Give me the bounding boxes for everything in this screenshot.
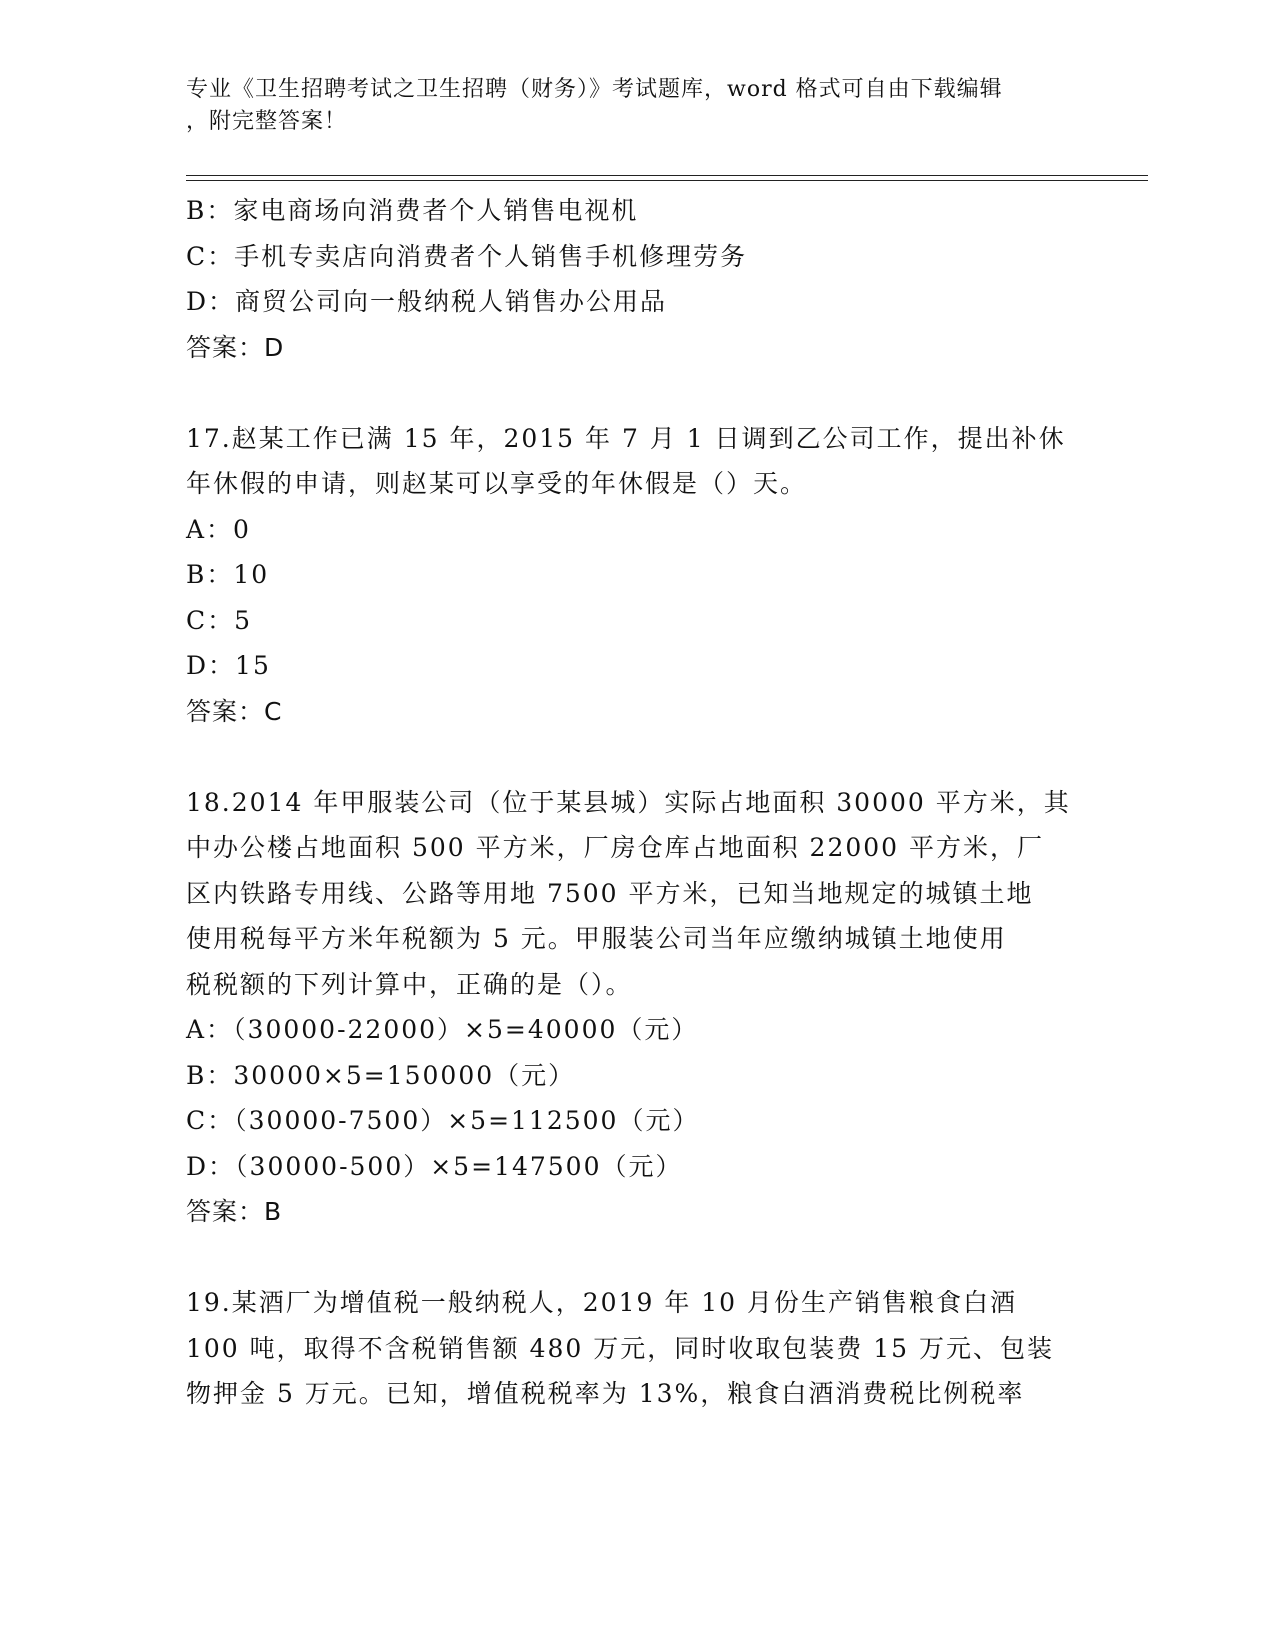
header-line-1: 专业《卫生招聘考试之卫生招聘（财务）》考试题库，word 格式可自由下载编辑 xyxy=(186,77,1003,102)
answer-line: 答案：B xyxy=(186,1197,283,1226)
question-stem-line: 物押金 5 万元。已知，增值税税率为 13%，粮食白酒消费税比例税率 xyxy=(186,1379,1025,1408)
question-stem-line: 年休假的申请，则赵某可以享受的年休假是（）天。 xyxy=(186,469,808,498)
option-c: C：手机专卖店向消费者个人销售手机修理劳务 xyxy=(186,241,748,271)
option-b: B：10 xyxy=(186,560,270,589)
question-17 xyxy=(186,416,1066,735)
question-stem-line: 使用税每平方米年税额为 5 元。甲服装公司当年应缴纳城镇土地使用 xyxy=(186,924,1007,953)
option-b: B：30000×5=150000（元） xyxy=(186,1060,576,1090)
question-stem-line: 100 吨，取得不含税销售额 480 万元，同时收取包装费 15 万元、包装 xyxy=(186,1333,1054,1363)
answer-line: 答案：D xyxy=(186,332,285,362)
question-stem-line: 17.赵某工作已满 15 年，2015 年 7 月 1 日调到乙公司工作，提出补休 xyxy=(186,423,1066,453)
option-c: C：5 xyxy=(186,605,253,635)
option-a: A：（30000-22000）×5=40000（元） xyxy=(186,1015,699,1044)
option-d: D：15 xyxy=(186,651,271,680)
spacer xyxy=(186,734,1066,780)
question-stem-line: 税税额的下列计算中，正确的是（）。 xyxy=(186,969,633,999)
document-body xyxy=(186,188,1071,1417)
option-d: D：商贸公司向一般纳税人销售办公用品 xyxy=(186,287,668,316)
header-divider-top xyxy=(186,175,1148,176)
page-header xyxy=(186,74,1086,138)
header-line-2: ，附完整答案！ xyxy=(186,109,348,134)
spacer xyxy=(186,1235,1066,1281)
prev-question xyxy=(186,188,1066,370)
answer-line: 答案：C xyxy=(186,696,283,726)
question-19 xyxy=(186,1280,1066,1417)
question-18 xyxy=(186,780,1071,1235)
spacer xyxy=(186,370,1066,416)
option-d: D：（30000-500）×5=147500（元） xyxy=(186,1151,683,1181)
question-stem-line: 18.2014 年甲服装公司（位于某县城）实际占地面积 30000 平方米，其 xyxy=(186,787,1071,817)
option-c: C：（30000-7500）×5=112500（元） xyxy=(186,1106,700,1135)
option-a: A：0 xyxy=(186,514,251,544)
question-stem-line: 区内铁路专用线、公路等用地 7500 平方米，已知当地规定的城镇土地 xyxy=(186,878,1034,908)
question-stem-line: 19.某酒厂为增值税一般纳税人，2019 年 10 月份生产销售粮食白酒 xyxy=(186,1288,1018,1317)
option-b: B：家电商场向消费者个人销售电视机 xyxy=(186,196,639,225)
header-divider-bottom xyxy=(186,180,1148,181)
question-stem-line: 中办公楼占地面积 500 平方米，厂房仓库占地面积 22000 平方米，厂 xyxy=(186,833,1045,862)
